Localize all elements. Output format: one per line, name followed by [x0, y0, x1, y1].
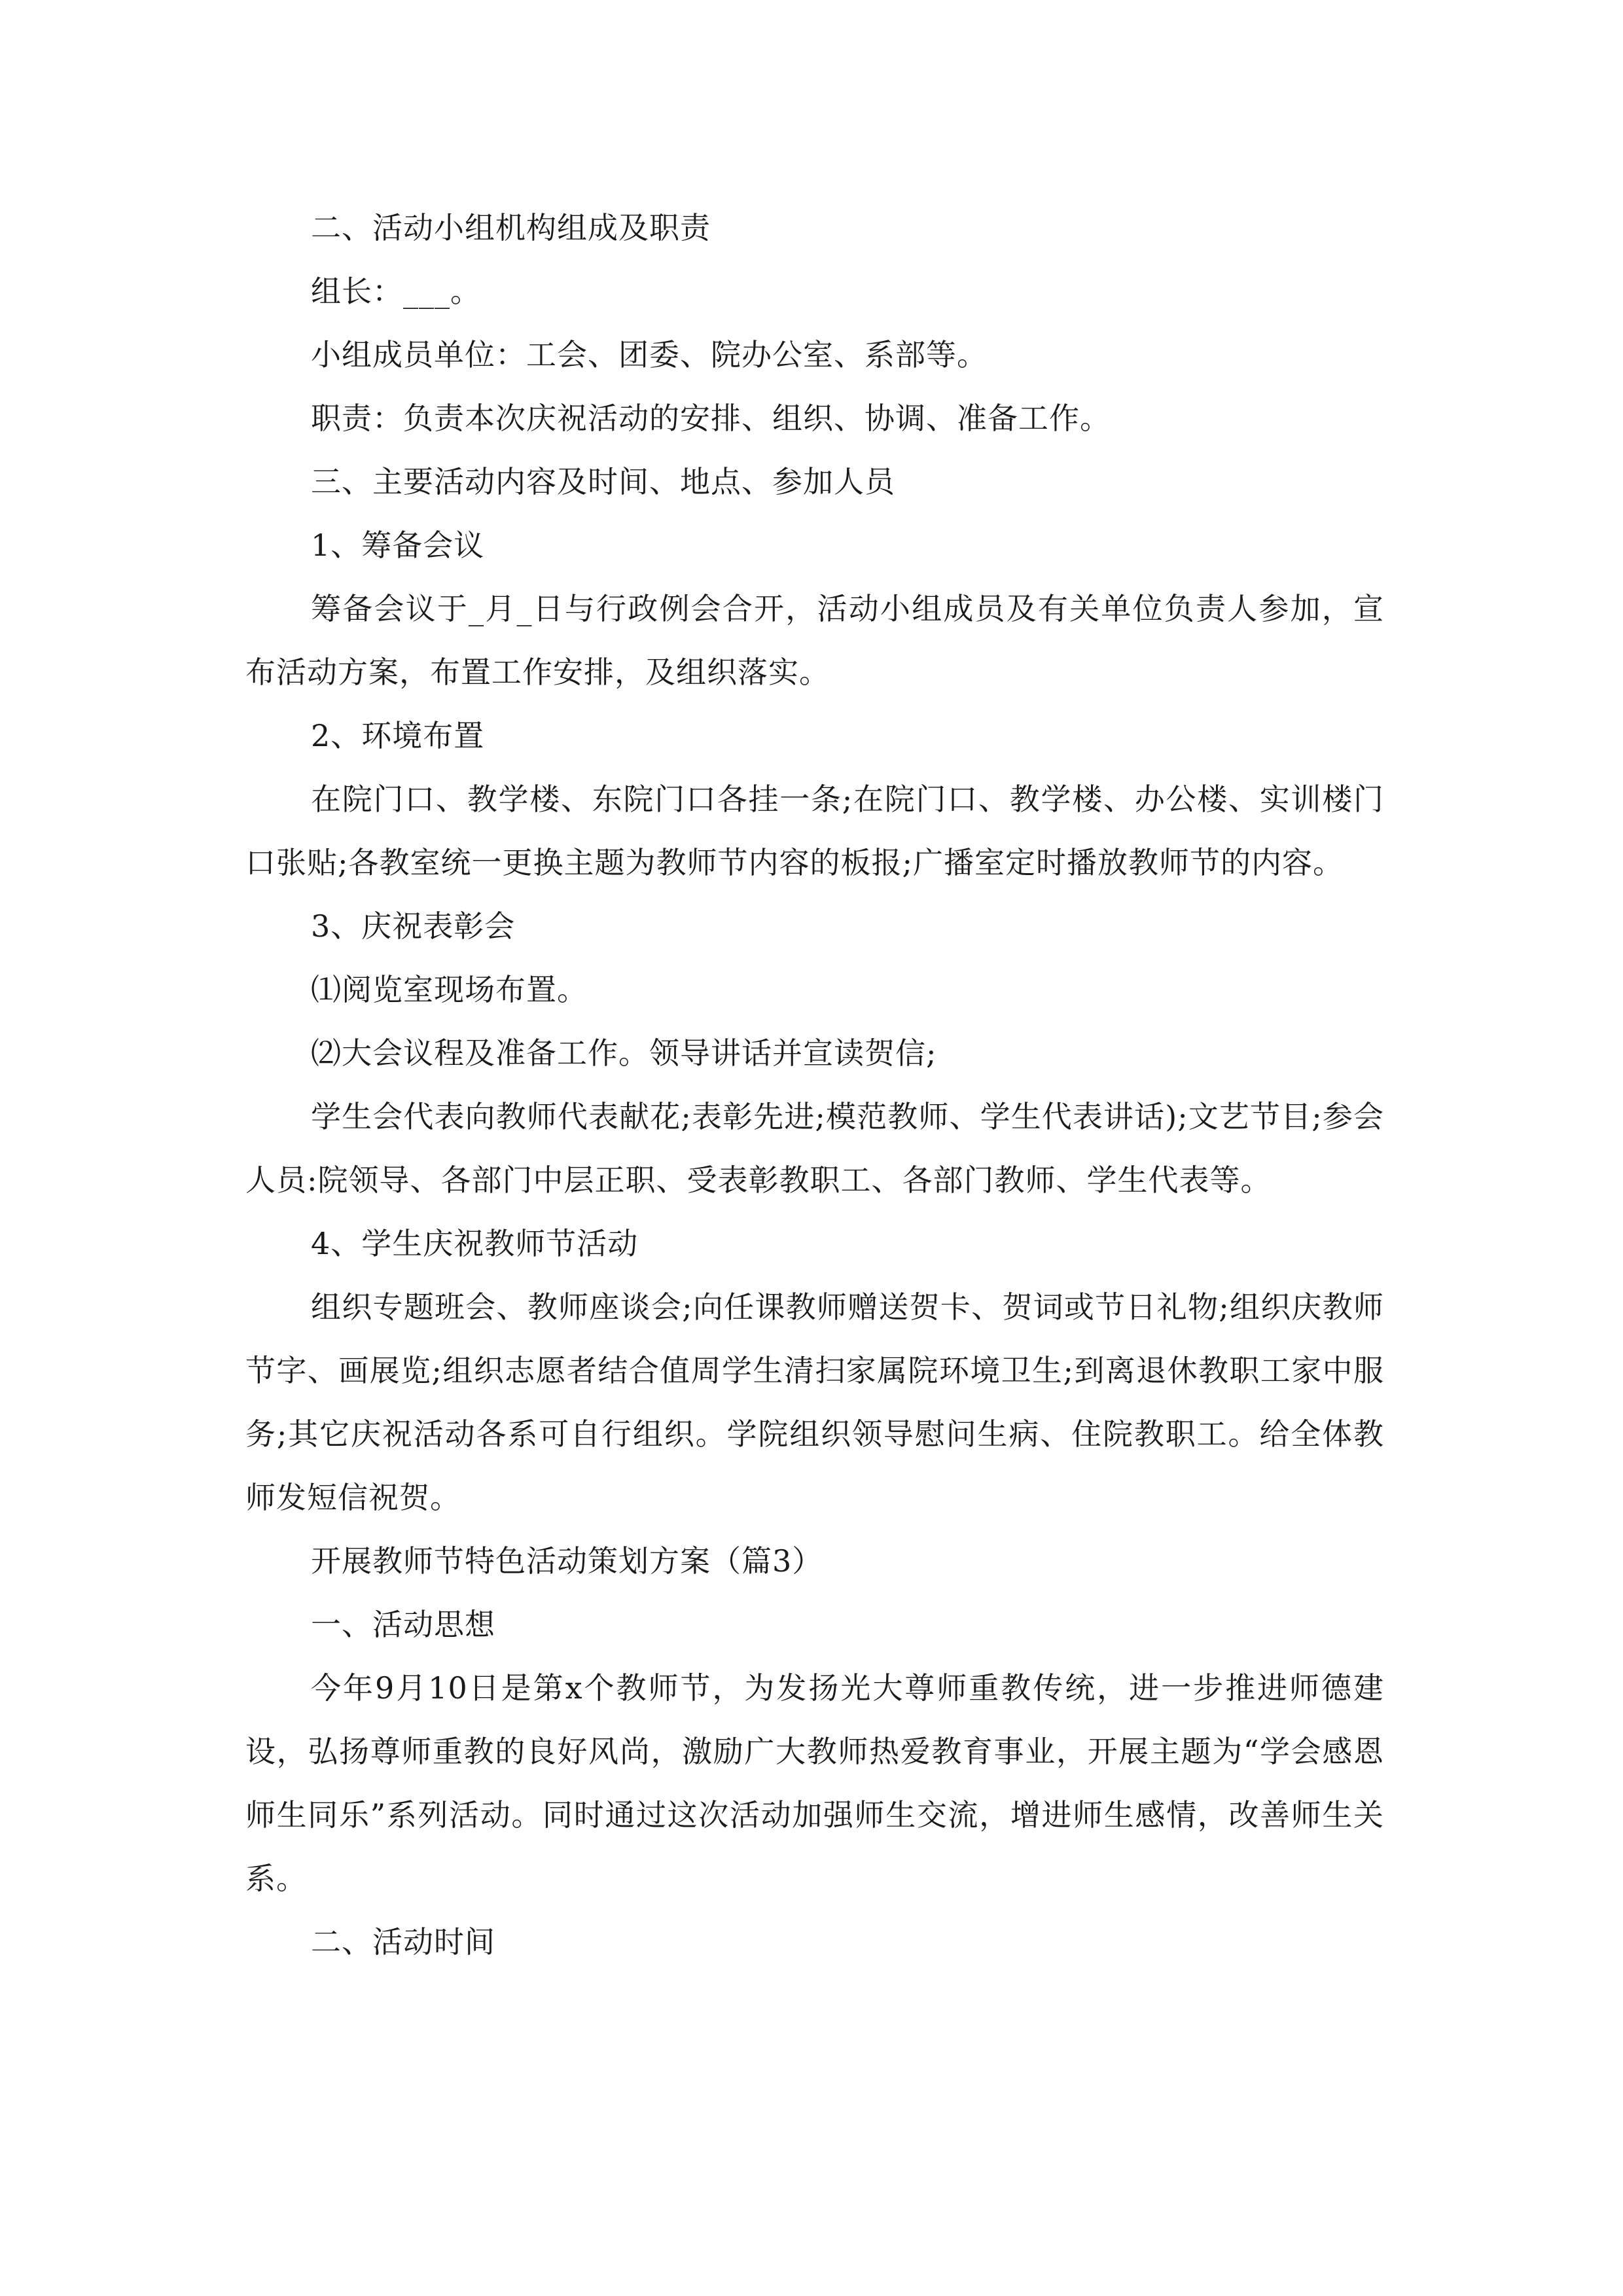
subheading-environment: 2、环境布置	[311, 718, 485, 753]
team-leader-line: 组长：___。	[311, 274, 481, 309]
paragraph-student-activities: 组织专题班会、教师座谈会;向任课教师赠送贺卡、贺词或节日礼物;组织庆教师节字、画展览;组织志愿者结合值周学生清扫家属院环境卫生;到离退休教职工家中服务;其它庆祝活动各系可自行组织。学院组织领导慰问生病、住院教职工。给全体教师发短信祝贺。	[245, 1289, 1384, 1515]
subheading-preparatory-meeting: 1、筹备会议	[311, 528, 485, 563]
chapter-title-part-3: 开展教师节特色活动策划方案（篇3）	[311, 1543, 823, 1579]
section-heading-organization: 二、活动小组机构组成及职责	[311, 210, 711, 245]
member-units-line: 小组成员单位：工会、团委、院办公室、系部等。	[311, 337, 988, 372]
section-heading-activity-time: 二、活动时间	[311, 1924, 495, 1960]
paragraph-preparatory-meeting: 筹备会议于_月_日与行政例会合开，活动小组成员及有关单位负责人参加，宣布活动方案，布置工作安排，及组织落实。	[245, 591, 1384, 690]
section-heading-activity-thought: 一、活动思想	[311, 1607, 495, 1642]
document-body	[245, 196, 1384, 1974]
duties-line: 职责：负责本次庆祝活动的安排、组织、协调、准备工作。	[311, 401, 1111, 436]
subheading-student-activities: 4、学生庆祝教师节活动	[311, 1226, 639, 1261]
subheading-celebration-meeting: 3、庆祝表彰会	[311, 908, 516, 944]
paragraph-activity-thought: 今年9月10日是第x个教师节，为发扬光大尊师重教传统，进一步推进师德建设，弘扬尊师重教的良好风尚，激励广大教师热爱教育事业，开展主题为“学会感恩师生同乐”系列活动。同时通过这次活动加强师生交流，增进师生感情，改善师生关系。	[245, 1670, 1384, 1896]
paragraph-student-representatives: 学生会代表向教师代表献花;表彰先进;模范教师、学生代表讲话);文艺节目;参会人员:院领导、各部门中层正职、受表彰教职工、各部门教师、学生代表等。	[245, 1099, 1384, 1198]
section-heading-main-activities: 三、主要活动内容及时间、地点、参加人员	[311, 464, 895, 499]
paragraph-environment: 在院门口、教学楼、东院门口各挂一条;在院门口、教学楼、办公楼、实训楼门口张贴;各教室统一更换主题为教师节内容的板报;广播室定时播放教师节的内容。	[245, 781, 1384, 880]
item-agenda: ⑵大会议程及准备工作。领导讲话并宣读贺信;	[311, 1035, 937, 1071]
item-reading-room: ⑴阅览室现场布置。	[311, 972, 588, 1007]
